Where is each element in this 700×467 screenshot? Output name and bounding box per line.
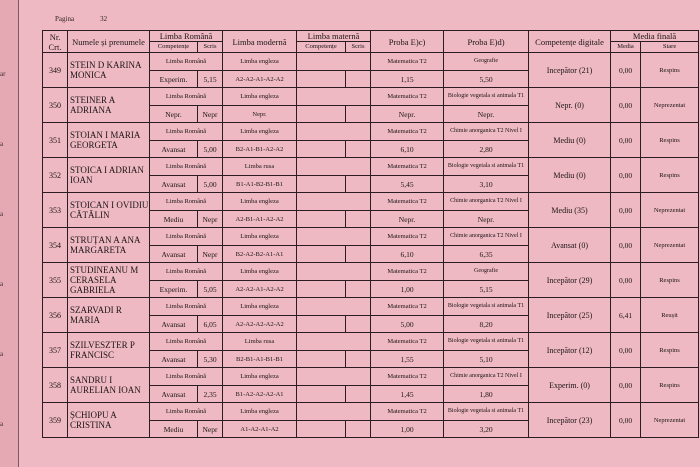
header-materna-competente: Competențe — [297, 42, 346, 53]
moderna-subject: Limba engleza — [223, 123, 297, 141]
status-text: Respins — [641, 123, 699, 158]
final-average: 6,41 — [611, 298, 641, 333]
header-competente-digitale: Competențe digitale — [529, 31, 611, 53]
proba-ec-subject: Matematica T2 — [371, 228, 444, 246]
header-name: Numele și prenumele — [68, 31, 150, 53]
romana-written-score: 6,05 — [198, 316, 223, 333]
final-average: 0,00 — [611, 158, 641, 193]
moderna-subject: Limba engleza — [223, 228, 297, 246]
candidate-name: STOICA I ADRIAN IOAN — [68, 158, 150, 193]
header-stare: Stare — [641, 42, 699, 53]
candidate-name: SANDRU I AURELIAN IOAN — [68, 368, 150, 403]
status-text: Respins — [641, 333, 699, 368]
proba-ec-subject: Matematica T2 — [371, 53, 444, 71]
status-text: Respins — [641, 368, 699, 403]
romana-competence: Avansat — [150, 176, 198, 193]
proba-ec-subject: Matematica T2 — [371, 193, 444, 211]
romana-written-score: 5,00 — [198, 176, 223, 193]
header-limba-materna: Limba maternă — [297, 31, 371, 42]
romana-written-score: Nepr — [198, 211, 223, 228]
row-number: 356 — [43, 298, 68, 333]
candidate-name: SZARVADI R MARIA — [68, 298, 150, 333]
stub-text: a — [0, 350, 4, 358]
previous-page-edge — [0, 0, 19, 467]
moderna-subject: Limba engleza — [223, 263, 297, 281]
status-text: Neprezentat — [641, 403, 699, 438]
proba-ec-score: 1,45 — [371, 386, 444, 403]
romana-competence: Avansat — [150, 386, 198, 403]
materna-competence — [297, 246, 346, 263]
digital-competence: Incepător (21) — [529, 53, 611, 88]
romana-subject: Limba Română — [150, 123, 223, 141]
table-row — [43, 193, 699, 211]
digital-competence: Nepr. (0) — [529, 88, 611, 123]
candidate-name: STUDINEANU M CERASELA GABRIELA — [68, 263, 150, 298]
candidate-name: STOIAN I MARIA GEORGETA — [68, 123, 150, 158]
proba-ec-subject: Matematica T2 — [371, 263, 444, 281]
moderna-subject: Limba engleza — [223, 298, 297, 316]
moderna-subject: Limba engleza — [223, 403, 297, 421]
moderna-levels: A1-A2-A1-A2 — [223, 421, 297, 438]
proba-ed-score: 5,50 — [444, 71, 529, 88]
row-number: 353 — [43, 193, 68, 228]
status-text: Neprezentat — [641, 193, 699, 228]
final-average: 0,00 — [611, 193, 641, 228]
digital-competence: Incepător (23) — [529, 403, 611, 438]
proba-ec-subject: Matematica T2 — [371, 368, 444, 386]
row-number: 352 — [43, 158, 68, 193]
romana-competence: Mediu — [150, 211, 198, 228]
stub-text: ar — [0, 70, 6, 78]
materna-subject — [297, 333, 371, 351]
romana-competence: Avansat — [150, 246, 198, 263]
moderna-levels: A2-A2-A2-A2-A2 — [223, 316, 297, 333]
romana-competence: Avansat — [150, 316, 198, 333]
candidate-name: STEINER A ADRIANA — [68, 88, 150, 123]
proba-ed-score: Nepr. — [444, 211, 529, 228]
stub-text: a — [0, 140, 4, 148]
header-materna-scris: Scris — [346, 42, 371, 53]
proba-ed-subject: Biologie vegetala si animala T1 — [444, 88, 529, 106]
materna-subject — [297, 298, 371, 316]
proba-ec-score: 1,15 — [371, 71, 444, 88]
proba-ed-subject: Biologie vegetala si animala T1 — [444, 403, 529, 421]
digital-competence: Incepător (29) — [529, 263, 611, 298]
romana-subject: Limba Română — [150, 263, 223, 281]
final-average: 0,00 — [611, 228, 641, 263]
final-average: 0,00 — [611, 123, 641, 158]
romana-written-score: 5,30 — [198, 351, 223, 368]
header-nr: Nr. Crt. — [43, 31, 68, 53]
romana-subject: Limba Română — [150, 368, 223, 386]
moderna-levels: A2-A2-A1-A2-A2 — [223, 71, 297, 88]
materna-score — [346, 141, 371, 158]
proba-ed-score: 5,10 — [444, 351, 529, 368]
table-row — [43, 263, 699, 281]
proba-ed-subject: Biologie vegetala si animala T1 — [444, 298, 529, 316]
candidate-name: STOICAN I OVIDIU CĂTĂLIN — [68, 193, 150, 228]
header-media-finala: Media finală — [611, 31, 699, 42]
materna-competence — [297, 421, 346, 438]
candidate-name: SZILVESZTER P FRANCISC — [68, 333, 150, 368]
proba-ed-score: 5,15 — [444, 281, 529, 298]
status-text: Respins — [641, 263, 699, 298]
materna-competence — [297, 71, 346, 88]
moderna-levels: B1-A1-B2-B1-B1 — [223, 176, 297, 193]
materna-score — [346, 71, 371, 88]
romana-written-score: 5,15 — [198, 71, 223, 88]
final-average: 0,00 — [611, 88, 641, 123]
page-header — [55, 15, 133, 23]
proba-ec-score: 1,00 — [371, 281, 444, 298]
proba-ec-score: Nepr. — [371, 211, 444, 228]
final-average: 0,00 — [611, 368, 641, 403]
romana-competence: Avansat — [150, 351, 198, 368]
header-proba-ed: Proba E)d) — [444, 31, 529, 53]
materna-score — [346, 176, 371, 193]
romana-written-score: 5,00 — [198, 141, 223, 158]
materna-subject — [297, 53, 371, 71]
table-row — [43, 123, 699, 141]
digital-competence: Avansat (0) — [529, 228, 611, 263]
materna-subject — [297, 263, 371, 281]
moderna-subject: Limba engleza — [223, 88, 297, 106]
proba-ec-subject: Matematica T2 — [371, 403, 444, 421]
proba-ec-score: 1,55 — [371, 351, 444, 368]
moderna-levels: A2-A2-A1-A2-A2 — [223, 281, 297, 298]
proba-ec-score: 6,10 — [371, 141, 444, 158]
materna-competence — [297, 106, 346, 123]
materna-subject — [297, 123, 371, 141]
proba-ed-subject: Geografie — [444, 53, 529, 71]
proba-ec-subject: Matematica T2 — [371, 333, 444, 351]
digital-competence: Mediu (0) — [529, 123, 611, 158]
romana-subject: Limba Română — [150, 403, 223, 421]
row-number: 359 — [43, 403, 68, 438]
romana-subject: Limba Română — [150, 88, 223, 106]
final-average: 0,00 — [611, 403, 641, 438]
header-scris: Scris — [198, 42, 223, 53]
header-competente: Competențe — [150, 42, 198, 53]
proba-ed-subject: Chimie anorganica T2 Nivel I — [444, 228, 529, 246]
proba-ed-score: Nepr. — [444, 106, 529, 123]
materna-score — [346, 246, 371, 263]
materna-subject — [297, 403, 371, 421]
romana-subject: Limba Română — [150, 333, 223, 351]
moderna-levels: B2-A1-B1-A2-A2 — [223, 141, 297, 158]
stub-text: a — [0, 210, 4, 218]
materna-score — [346, 386, 371, 403]
table-row — [43, 158, 699, 176]
materna-competence — [297, 386, 346, 403]
row-number: 351 — [43, 123, 68, 158]
romana-written-score: 2,35 — [198, 386, 223, 403]
table-row — [43, 333, 699, 351]
digital-competence: Mediu (0) — [529, 158, 611, 193]
proba-ec-score: 1,00 — [371, 421, 444, 438]
row-number: 357 — [43, 333, 68, 368]
status-text: Neprezentat — [641, 88, 699, 123]
proba-ed-subject: Chimie anorganica T2 Nivel I — [444, 368, 529, 386]
results-body — [43, 53, 699, 438]
table-row — [43, 298, 699, 316]
digital-competence: Experim. (0) — [529, 368, 611, 403]
row-number: 358 — [43, 368, 68, 403]
proba-ed-subject: Biologie vegetala si animala T1 — [444, 333, 529, 351]
materna-competence — [297, 176, 346, 193]
candidate-name: STRUȚAN A ANA MARGARETA — [68, 228, 150, 263]
materna-competence — [297, 351, 346, 368]
digital-competence: Incepător (12) — [529, 333, 611, 368]
moderna-levels: Nepr. — [223, 106, 297, 123]
proba-ed-score: 3,10 — [444, 176, 529, 193]
romana-subject: Limba Română — [150, 53, 223, 71]
header-proba-ec: Proba E)c) — [371, 31, 444, 53]
header-media: Media — [611, 42, 641, 53]
romana-written-score: Nepr — [198, 106, 223, 123]
romana-written-score: Nepr — [198, 246, 223, 263]
romana-written-score: 5,05 — [198, 281, 223, 298]
moderna-levels: A2-B1-A1-A2-A2 — [223, 211, 297, 228]
romana-competence: Avansat — [150, 141, 198, 158]
romana-competence: Experim. — [150, 71, 198, 88]
proba-ec-score: Nepr. — [371, 106, 444, 123]
materna-competence — [297, 316, 346, 333]
row-number: 349 — [43, 53, 68, 88]
header-limba-romana: Limba Română — [150, 31, 223, 42]
proba-ec-score: 6,10 — [371, 246, 444, 263]
moderna-subject: Limba rusa — [223, 158, 297, 176]
proba-ed-score: 2,80 — [444, 141, 529, 158]
moderna-subject: Limba rusa — [223, 333, 297, 351]
materna-subject — [297, 368, 371, 386]
materna-subject — [297, 88, 371, 106]
materna-competence — [297, 281, 346, 298]
moderna-levels: B2-B1-A1-B1-B1 — [223, 351, 297, 368]
header-limba-moderna: Limba modernă — [223, 31, 297, 53]
stub-text: a — [0, 280, 4, 288]
proba-ed-subject: Chimie anorganica T2 Nivel I — [444, 123, 529, 141]
materna-score — [346, 351, 371, 368]
materna-score — [346, 106, 371, 123]
table-row — [43, 53, 699, 71]
row-number: 355 — [43, 263, 68, 298]
digital-competence: Incepător (25) — [529, 298, 611, 333]
proba-ec-subject: Matematica T2 — [371, 158, 444, 176]
row-number: 354 — [43, 228, 68, 263]
moderna-subject: Limba engleza — [223, 53, 297, 71]
candidate-name: STEIN D KARINA MONICA — [68, 53, 150, 88]
proba-ec-score: 5,45 — [371, 176, 444, 193]
final-average: 0,00 — [611, 53, 641, 88]
proba-ed-score: 6,35 — [444, 246, 529, 263]
proba-ed-subject: Biologie vegetala si animala T1 — [444, 158, 529, 176]
proba-ed-subject: Geografie — [444, 263, 529, 281]
status-text: Neprezentat — [641, 228, 699, 263]
moderna-levels: B1-A2-A2-A2-A1 — [223, 386, 297, 403]
results-table — [42, 30, 699, 438]
materna-score — [346, 421, 371, 438]
final-average: 0,00 — [611, 333, 641, 368]
moderna-subject: Limba engleza — [223, 368, 297, 386]
candidate-name: ȘCHIOPU A CRISTINA — [68, 403, 150, 438]
moderna-levels: B2-A2-B2-A1-A1 — [223, 246, 297, 263]
digital-competence: Mediu (35) — [529, 193, 611, 228]
materna-subject — [297, 228, 371, 246]
moderna-subject: Limba engleza — [223, 193, 297, 211]
status-text: Reușit — [641, 298, 699, 333]
romana-subject: Limba Română — [150, 298, 223, 316]
proba-ec-subject: Matematica T2 — [371, 88, 444, 106]
materna-score — [346, 211, 371, 228]
materna-subject — [297, 193, 371, 211]
table-row — [43, 228, 699, 246]
romana-subject: Limba Română — [150, 158, 223, 176]
materna-subject — [297, 158, 371, 176]
materna-score — [346, 316, 371, 333]
table-row — [43, 403, 699, 421]
table-row — [43, 368, 699, 386]
proba-ed-score: 8,20 — [444, 316, 529, 333]
status-text: Respins — [641, 53, 699, 88]
page-number: 32 — [100, 15, 108, 23]
stub-text: a — [0, 420, 4, 428]
page-label: Pagina — [55, 15, 75, 23]
proba-ec-subject: Matematica T2 — [371, 123, 444, 141]
materna-competence — [297, 141, 346, 158]
table-row — [43, 88, 699, 106]
materna-competence — [297, 211, 346, 228]
romana-competence: Mediu — [150, 421, 198, 438]
final-average: 0,00 — [611, 263, 641, 298]
proba-ed-subject: Chimie anorganica T2 Nivel I — [444, 193, 529, 211]
status-text: Respins — [641, 158, 699, 193]
proba-ed-score: 1,80 — [444, 386, 529, 403]
proba-ed-score: 3,20 — [444, 421, 529, 438]
romana-subject: Limba Română — [150, 228, 223, 246]
romana-competence: Experim. — [150, 281, 198, 298]
row-number: 350 — [43, 88, 68, 123]
romana-competence: Nepr. — [150, 106, 198, 123]
romana-written-score: Nepr — [198, 421, 223, 438]
romana-subject: Limba Română — [150, 193, 223, 211]
materna-score — [346, 281, 371, 298]
proba-ec-subject: Matematica T2 — [371, 298, 444, 316]
proba-ec-score: 5,00 — [371, 316, 444, 333]
